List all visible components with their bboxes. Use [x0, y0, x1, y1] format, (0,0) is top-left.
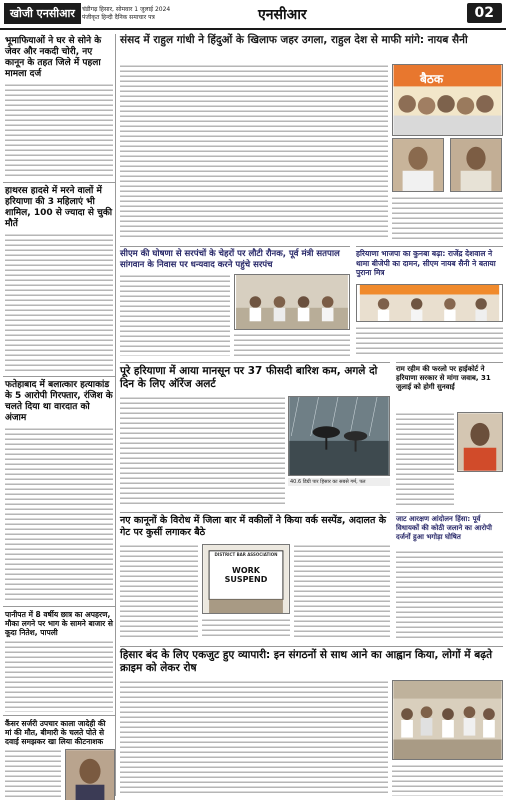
portrait-photo [457, 412, 503, 472]
banner-text: बैठक [420, 72, 444, 86]
story-headline: भूमाफियाओं ने घर से सोने के जेवर और नकदी चोरी, नए कानून के तहत जिले में पहला मामला दर्ज [5, 36, 102, 79]
sarpanch-meeting-photo [234, 274, 350, 330]
story-body-text [5, 427, 113, 603]
story-body-text [396, 412, 454, 506]
story-bjp-joining [356, 246, 503, 278]
story-body-text [234, 333, 350, 356]
story-body-text [120, 64, 388, 239]
story-body-text [392, 764, 503, 796]
masthead [0, 0, 506, 30]
story-poison [3, 719, 115, 800]
rain-photo [288, 396, 390, 476]
portrait-photo [65, 749, 115, 800]
story-headline: हरियाणा भाजपा का कुनबा बढ़ा: राजेंद्र देशवाल ने थामा बीजेपी का दामन, सीएम नायब सैनी ने बताया पुराना मित्र [356, 249, 496, 277]
story-body-text [396, 550, 503, 639]
story-sarpanch [120, 246, 350, 271]
story-lawyers [120, 512, 390, 539]
story-body-text [120, 274, 230, 356]
story-hathras [3, 186, 115, 373]
story-headline: फतेहाबाद में बलात्कार हत्याकांड के 5 आरोपी गिरफ्तार, रंजिश के चलते दिया था वारदात को अंजाम [5, 380, 113, 423]
story-ram-rahim [396, 362, 503, 392]
story-body-text [120, 544, 198, 639]
main-area [120, 34, 503, 796]
dateline [82, 6, 232, 22]
dateline-date: चंडीगढ़ हिसार, सोमवार 1 जुलाई 2024 [82, 6, 171, 13]
story-headline: पानीपत में 8 वर्षीय छात्र का अपहरण, मौका लगने पर भाग के सामने बाजार से कूदा नितेश, पापली [5, 610, 113, 637]
story-jat-agitation [396, 512, 503, 542]
story-body-text [5, 640, 113, 712]
section-title: एनसीआर [258, 7, 307, 23]
story-body-text [5, 749, 61, 800]
story-headline: हाथरस हादसे में मरने वालों में हरियाणा की 3 महिलाएं भी शामिल, 100 से ज्यादा से चुकी मौतें [5, 186, 113, 229]
story-body-text [5, 233, 113, 373]
story-body-text [392, 196, 503, 239]
sign-district-bar: DISTRICT BAR ASSOCIATION [214, 552, 278, 557]
caption-temperature: 40.6 डिग्री पार [290, 479, 319, 485]
story-body-text [5, 83, 113, 179]
story-jewelry-theft [3, 36, 115, 179]
bjp-event-photo [356, 284, 503, 322]
story-headline: पूरे हरियाणा में आया मानसून पर 37 फीसदी बारिश कम, अगले दो दिन के लिए ऑरेंज अलर्ट [120, 365, 378, 390]
portrait-photo [450, 138, 502, 192]
story-hisar-bandh [120, 646, 503, 675]
story-fatehabad [3, 380, 115, 603]
story-body-text [120, 680, 388, 796]
story-headline: सीएम की घोषणा से सरपंचों के चेहरों पर लौटी रौनक, पूर्व मंत्री सतपाल सांगवान के निवास पर धन्यवाद करने पहुंचे सरपंच [120, 249, 340, 270]
story-nayab-saini [120, 34, 503, 47]
photo-caption [288, 478, 390, 486]
story-body-text [120, 396, 285, 506]
story-headline: नए कानूनों के विरोध में जिला बार में वकीलों ने किया वर्क सस्पेंड, अदालत के गेट पर कुर्सी लगाकर बैठे [120, 515, 386, 538]
page-number: 02 [467, 3, 502, 23]
story-headline: संसद में राहुल गांधी ने हिंदुओं के खिलाफ जहर उगला, राहुल देश से माफी मांगे: नायब सैनी [120, 34, 468, 46]
story-headline: हिसार बंद के लिए एकजुट हुए व्यापारी: इन संगठनों से साथ आने का आह्वान किया, लोगों में बढ़ते क्राइम को लेकर रोष [120, 649, 493, 674]
story-body-text [294, 544, 390, 639]
baithak-photo [392, 64, 503, 136]
left-column [3, 34, 116, 796]
traders-meeting-photo [392, 680, 503, 760]
story-headline: जाट आरक्षण आंदोलन हिंसा: पूर्व विधायकों की कोठी जलाने का आरोपी दर्जनों हुआ भगोड़ा घोषित [396, 515, 492, 541]
sign-work-suspend: WORK SUSPEND [224, 566, 268, 584]
story-body-text [356, 326, 503, 356]
newspaper-brand: खोजी एनसीआर [4, 3, 81, 24]
story-monsoon [120, 362, 390, 391]
caption-text: हिसार का सबसे गर्म, पल [320, 479, 366, 485]
story-body-text [202, 618, 290, 639]
dateline-sub: पंजीकृत हिन्दी दैनिक समाचार पत्र [82, 14, 155, 21]
story-headline: राम रहीम की फरलो पर हाईकोर्ट ने हरियाणा सरकार से मांगा जवाब, 31 जुलाई को होगी सुनवाई [396, 365, 491, 391]
story-panipat [3, 610, 115, 712]
portrait-photo [392, 138, 444, 192]
story-headline: कैंसर सर्जरी उपचार काला जादेही की मां की मौत, बीमारी के चलते पोते से दवाई समझकर खा लिया कीटनाशक [5, 719, 106, 746]
